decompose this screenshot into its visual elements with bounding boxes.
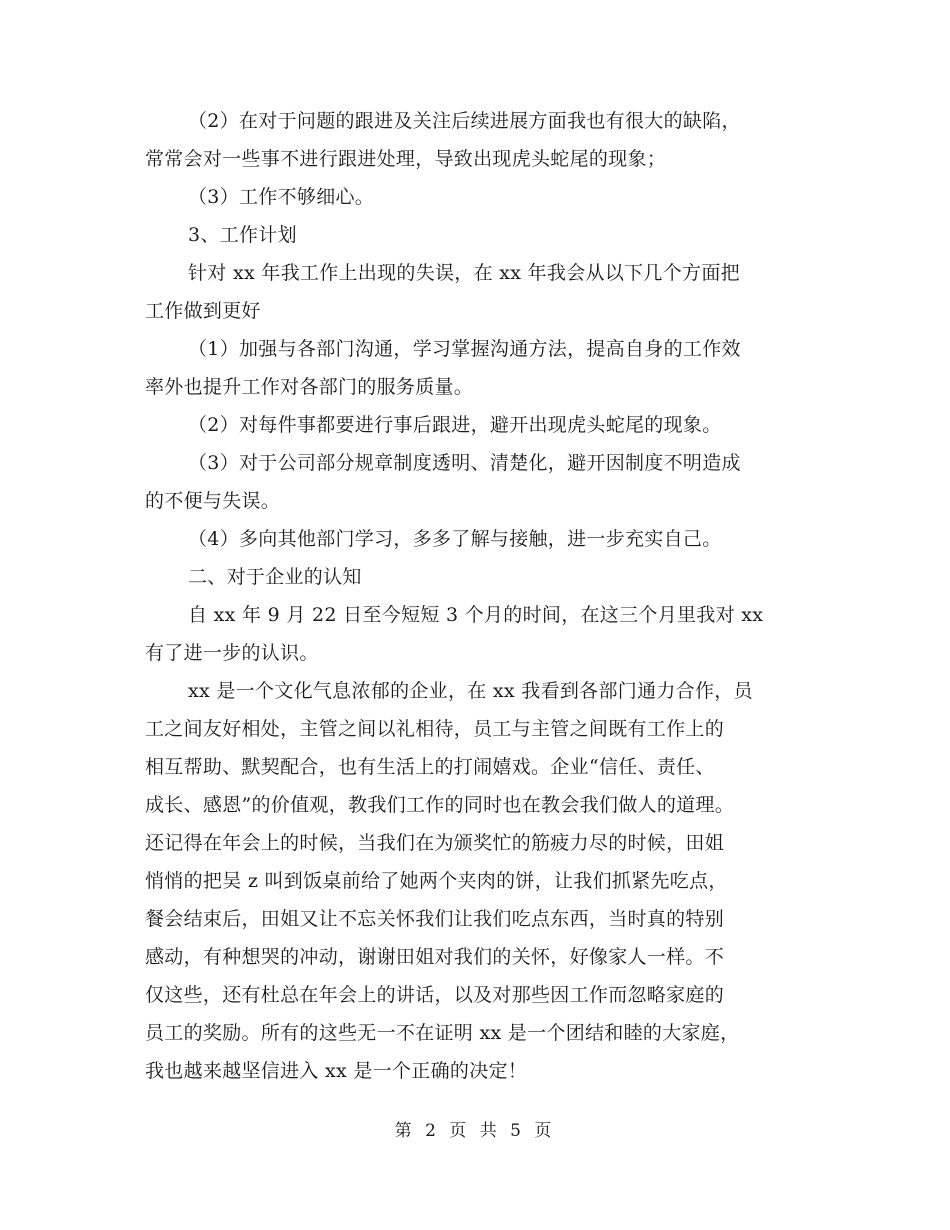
page-footer: 第 2 页 共 5 页 [394,1121,556,1141]
text-line: 工作做到更好 [145,300,261,322]
text-line: （4）多向其他部门学习，多多了解与接触，进一步充实自己。 [188,528,722,550]
text-line: 成长、感恩”的价值观，教我们工作的同时也在教会我们做人的道理。 [145,794,735,816]
text-line: （2）对每件事都要进行事后跟进，避开出现虎头蛇尾的现象。 [188,414,722,436]
text-line: 3、工作计划 [188,224,297,246]
text-line: （1）加强与各部门沟通，学习掌握沟通方法，提高自身的工作效 [188,338,741,360]
text-line: 员工的奖励。所有的这些无一不在证明 xx 是一个团结和睦的大家庭， [145,1022,740,1044]
text-line: xx 是一个文化气息浓郁的企业，在 xx 我看到各部门通力合作，员 [188,680,753,702]
text-line: 悄悄的把吴 z 叫到饭桌前给了她两个夹肉的饼，让我们抓紧先吃点， [145,870,728,892]
document-body [145,102,825,1090]
text-line: 我也越来越坚信进入 xx 是一个正确的决定！ [145,1060,528,1082]
text-line: （3）对于公司部分规章制度透明、清楚化，避开因制度不明造成 [188,452,741,474]
text-line: 针对 xx 年我工作上出现的失误，在 xx 年我会从以下几个方面把 [188,262,740,284]
text-line: 仅这些，还有杜总在年会上的讲话，以及对那些因工作而忽略家庭的 [145,984,725,1006]
text-line: （2）在对于问题的跟进及关注后续进展方面我也有很大的缺陷， [188,110,741,132]
text-line: 常常会对一些事不进行跟进处理，导致出现虎头蛇尾的现象； [145,148,667,170]
text-line: 感动，有种想哭的冲动，谢谢田姐对我们的关怀，好像家人一样。不 [145,946,725,968]
text-line: 率外也提升工作对各部门的服务质量。 [145,376,474,398]
text-line: 工之间友好相处，主管之间以礼相待，员工与主管之间既有工作上的 [145,718,725,740]
text-line: 自 xx 年 9 月 22 日至今短短 3 个月的时间，在这三个月里我对 xx [188,604,764,626]
text-line: 有了进一步的认识。 [145,642,319,664]
text-line: （3）工作不够细心。 [188,186,375,208]
text-line: 的不便与失误。 [145,490,281,512]
text-line: 相互帮助、默契配合，也有生活上的打闹嬉戏。企业“信任、责任、 [145,756,715,778]
text-line: 餐会结束后，田姐又让不忘关怀我们让我们吃点东西，当时真的特别 [145,908,725,930]
text-line: 二、对于企业的认知 [188,566,362,588]
text-line: 还记得在年会上的时候，当我们在为颁奖忙的筋疲力尽的时候，田姐 [145,832,725,854]
